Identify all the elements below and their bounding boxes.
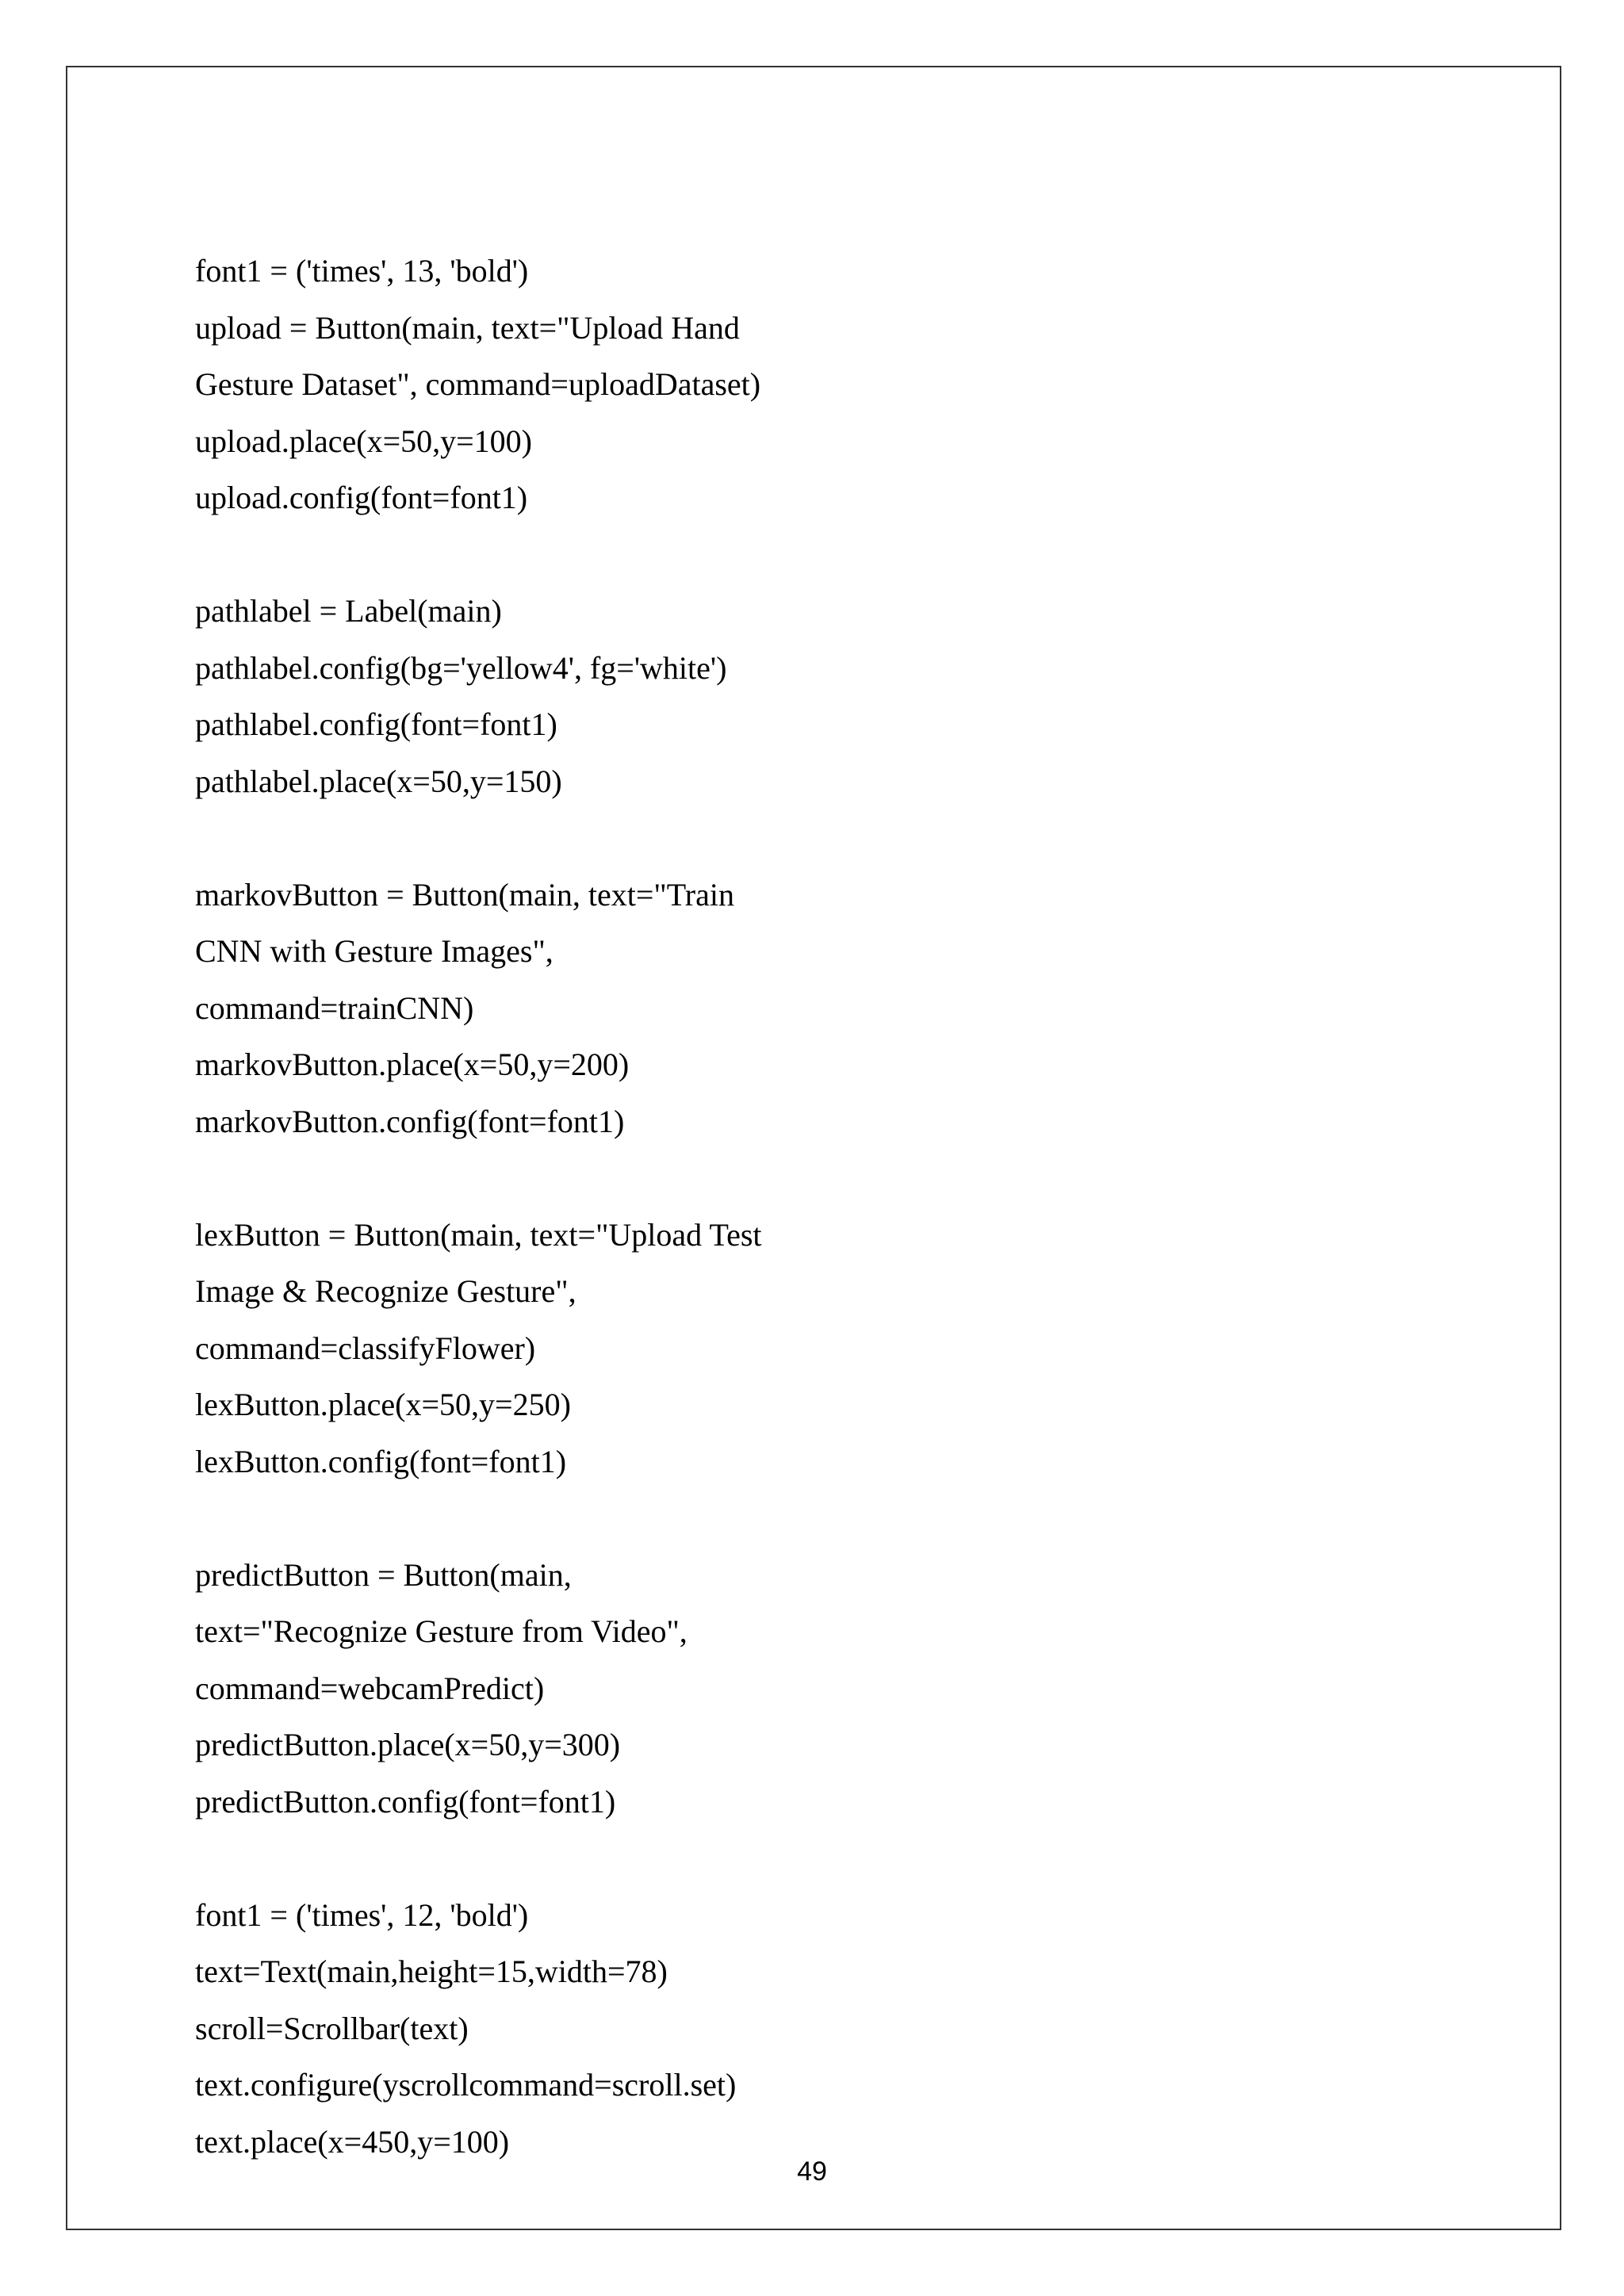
code-line: command=webcamPredict) — [195, 1670, 545, 1706]
code-line: text=Text(main,height=15,width=78) — [195, 1954, 668, 1989]
code-line: font1 = ('times', 13, 'bold') — [195, 253, 529, 289]
code-line: lexButton.place(x=50,y=250) — [195, 1387, 571, 1422]
code-line: Gesture Dataset", command=uploadDataset) — [195, 366, 761, 402]
code-line: pathlabel.place(x=50,y=150) — [195, 763, 562, 799]
code-line: font1 = ('times', 12, 'bold') — [195, 1896, 529, 1933]
code-line: upload.place(x=50,y=100) — [195, 423, 532, 459]
code-block — [195, 249, 1147, 2176]
code-line: command=trainCNN) — [195, 989, 474, 1026]
code-line: markovButton = Button(main, text="Train — [195, 876, 734, 913]
code-line: upload = Button(main, text="Upload Hand — [195, 309, 740, 346]
code-line: lexButton = Button(main, text="Upload Test — [195, 1216, 762, 1253]
code-line: pathlabel = Label(main) — [195, 593, 502, 629]
code-line: upload.config(font=font1) — [195, 480, 528, 515]
code-line: predictButton = Button(main, — [195, 1556, 572, 1593]
code-line: predictButton.place(x=50,y=300) — [195, 1727, 621, 1762]
blank-line — [195, 1156, 1147, 1213]
code-line: CNN with Gesture Images", — [195, 933, 553, 969]
blank-line — [195, 1836, 1147, 1893]
code-line: command=classifyFlower) — [195, 1330, 536, 1366]
code-line: text="Recognize Gesture from Video", — [195, 1613, 688, 1649]
code-line: text.place(x=450,y=100) — [195, 2123, 510, 2160]
code-line: scroll=Scrollbar(text) — [195, 2010, 469, 2046]
code-line: text.configure(yscrollcommand=scroll.set) — [195, 2067, 737, 2103]
code-line: pathlabel.config(font=font1) — [195, 706, 557, 742]
page-number: 49 — [797, 2156, 827, 2187]
code-line: Image & Recognize Gesture", — [195, 1273, 576, 1309]
blank-line — [195, 533, 1147, 590]
code-line: pathlabel.config(bg='yellow4', fg='white') — [195, 649, 727, 686]
blank-line — [195, 816, 1147, 873]
code-line: lexButton.config(font=font1) — [195, 1443, 567, 1479]
code-line: markovButton.config(font=font1) — [195, 1103, 625, 1139]
code-line: markovButton.place(x=50,y=200) — [195, 1047, 630, 1082]
blank-line — [195, 1496, 1147, 1553]
code-line: predictButton.config(font=font1) — [195, 1783, 616, 1820]
